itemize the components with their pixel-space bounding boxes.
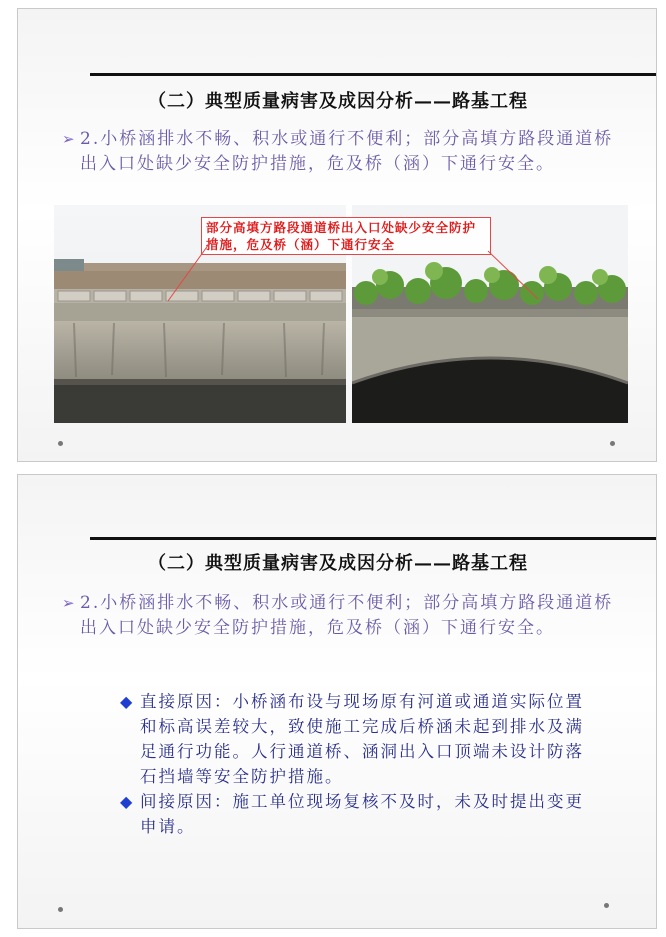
callout-leader-lines <box>18 9 657 462</box>
slide-dot-right <box>610 441 615 446</box>
bullet-text: 2.小桥涵排水不畅、积水或通行不便利；部分高填方路段通道桥出入口处缺少安全防护措施，危及桥（涵）下通行安全。 <box>80 593 614 638</box>
slide-dot-right <box>604 903 609 908</box>
arrow-bullet-icon: ➢ <box>62 594 77 612</box>
diamond-bullet-icon: ◆ <box>120 692 135 711</box>
diamond-bullet-icon: ◆ <box>120 792 135 811</box>
slide-dot-left <box>58 441 63 446</box>
slide-dot-left <box>58 907 63 912</box>
direct-cause-text: 直接原因：小桥涵布设与现场原有河道或通道实际位置和标高误差较大，致使施工完成后桥涵未起到排水及满足通行功能。人行通道桥、涵洞出入口顶端未设计防落石挡墙等安全防护措施。 <box>140 692 584 786</box>
slide-2 <box>17 474 657 929</box>
indirect-cause-item <box>120 789 590 839</box>
slide-title: （二）典型质量病害及成因分析——路基工程 <box>148 91 528 112</box>
indirect-cause-text: 间接原因：施工单位现场复核不及时，未及时提出变更申请。 <box>140 792 584 836</box>
slide-1 <box>17 8 657 462</box>
direct-cause-item <box>120 689 590 789</box>
bullet-text: 2.小桥涵排水不畅、积水或通行不便利；部分高填方路段通道桥出入口处缺少安全防护措施，危及桥（涵）下通行安全。 <box>80 129 614 174</box>
slide-title: （二）典型质量病害及成因分析——路基工程 <box>148 553 528 574</box>
photo-callout-box: 部分高填方路段通道桥出入口处缺少安全防护措施，危及桥（涵）下通行安全 <box>201 217 491 255</box>
bullet-item <box>62 591 620 641</box>
cause-list <box>120 689 590 839</box>
title-rule <box>90 537 657 540</box>
arrow-bullet-icon: ➢ <box>62 130 77 148</box>
